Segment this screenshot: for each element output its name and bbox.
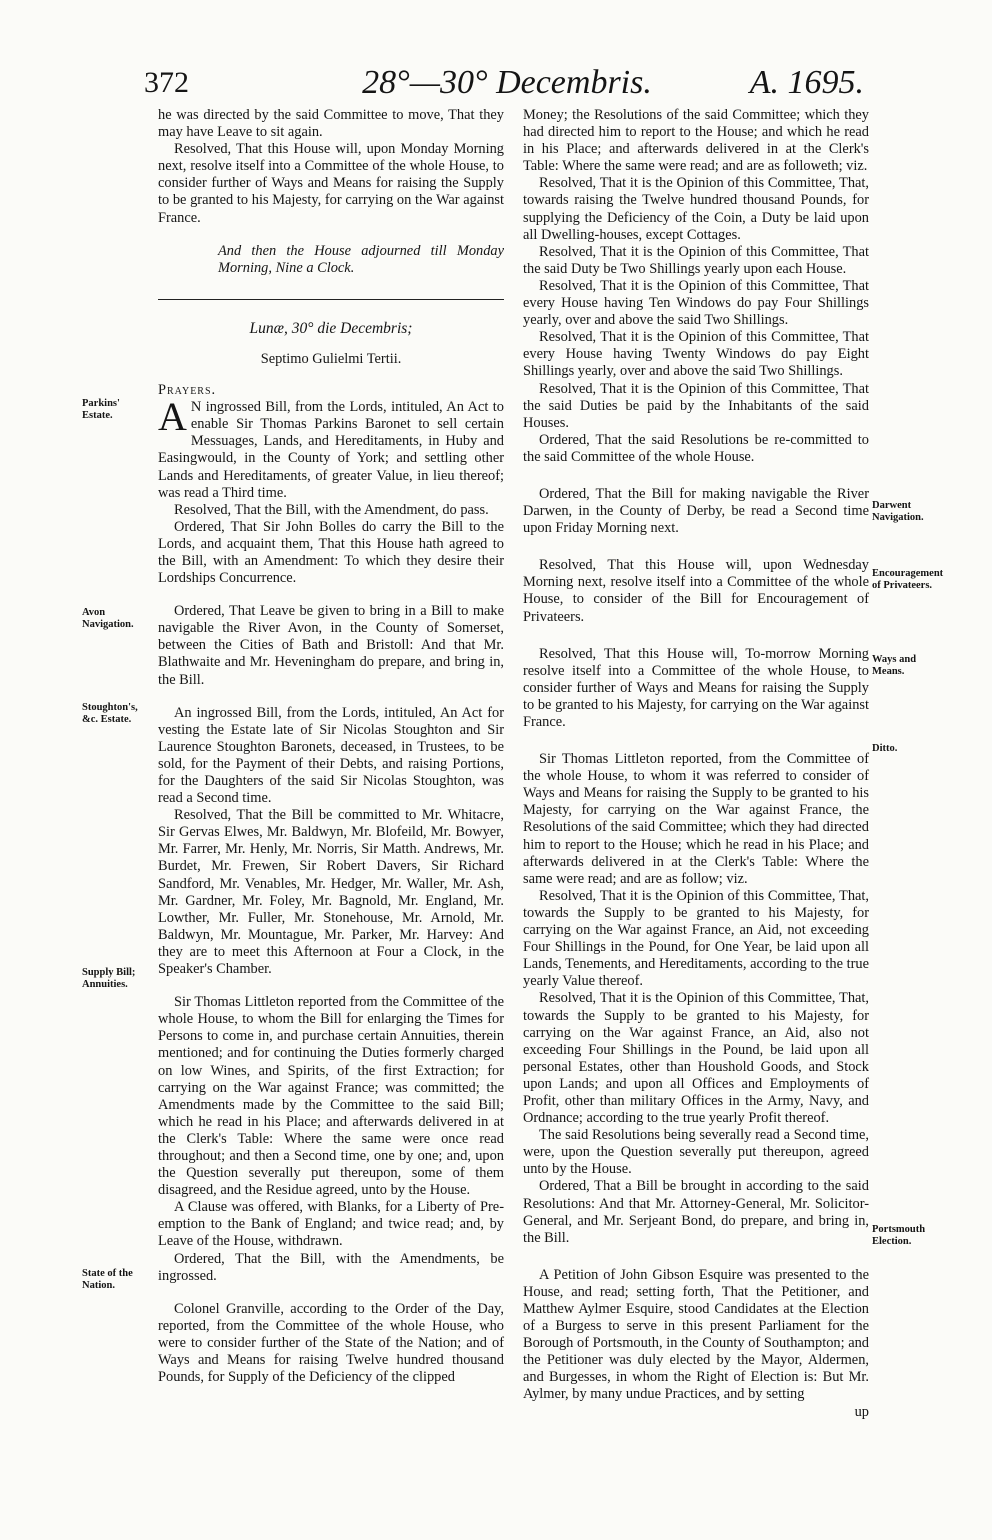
paragraph: Ordered, That Leave be given to bring in a Bill to make navigable the River Avon, in the County of Somerset, between the Cities of Bath and Bristoll: And that Mr. Blathwaite and Mr. Heveningham do prepare, and bring in, the Bill. — [158, 603, 504, 688]
paragraph: Resolved, That it is the Opinion of this Committee, That every House having Ten Windows do pay Four Shillings yearly, over and above the said Two Shillings. — [523, 277, 869, 329]
paragraph: Resolved, That it is the Opinion of this Committee, That every House having Twenty Windows do pay Eight Shillings yearly, over and above the said Two Shillings. — [523, 329, 869, 380]
paragraph: An ingrossed Bill, from the Lords, intituled, An Act for vesting the Estate late of Sir Nicolas Stoughton and Sir Laurence Stoughton Baronets, deceased, in Trustees, to be sold, for the Payment of their Debts, and raising Portions, for the Daughters of the said Sir Nicolas Stoughton, was read a Second time. — [158, 704, 504, 807]
section-divider — [158, 299, 504, 300]
paragraph: A Petition of John Gibson Esquire was presented to the House, and read; setting forth, That the Petitioner, and Matthew Aylmer Esquire, stood Candidates at the Election of a Burgess to serve in this present Parliament for the Borough of Portsmouth, in the County of Southampton; and the Petitioner was duly elected by the Mayor, Aldermen, and Burgesses, in whom the Right of Election is: But Mr. Aylmer, by many undue Practices, and by setting — [523, 1266, 869, 1403]
margin-note: Encouragement of Privateers. — [872, 568, 944, 591]
right-column — [523, 107, 869, 1421]
margin-note: State of the Nation. — [82, 1268, 133, 1291]
margin-note: Supply Bill; Annuities. — [82, 967, 136, 990]
paragraph: Ordered, That the said Resolutions be re-committed to the said Committee of the whole House. — [523, 431, 869, 465]
margin-note: Parkins' Estate. — [82, 398, 120, 421]
margin-note: Ways and Means. — [872, 654, 917, 677]
running-year: A. 1695. — [749, 64, 864, 101]
page-header — [144, 64, 864, 106]
left-column — [158, 107, 504, 1386]
catchword: up — [854, 1403, 869, 1420]
paragraph: Resolved, That this House will, upon Monday Morning next, resolve itself into a Committee of the whole House, to consider further of Ways and Means for raising the Supply to be granted to his Majesty, for carrying on the War against France. — [158, 141, 504, 226]
paragraph: Colonel Granville, according to the Order of the Day, reported, from the Committee of the whole House, who were to consider further of the State of the Nation; and of Ways and Means for raising Twelve hundred thousand Pounds, for Supply of the Deficiency of the clipped — [158, 1300, 504, 1386]
paragraph: Resolved, That it is the Opinion of this Committee, That, towards the Supply to be granted to his Majesty, for carrying on the War against France, an Aid, also not exceeding Four Shillings in the Pound, be laid upon all personal Estates, other than Houshold Goods, and Stock upon Lands; and upon all Offices and Employments of Profit, other than military Offices in the Army, Navy, and Ordnance; according to the true yearly Profit thereof. — [523, 990, 869, 1127]
adjournment-note: And then the House adjourned till Monday Morning, Nine a Clock. — [218, 242, 504, 276]
paragraph: A N ingrossed Bill, from the Lords, intituled, An Act to enable Sir Thomas Parkins Baronet to sell certain Messuages, Lands, and Hereditaments, in Huby and Easingwould, in the County of York; and settling other Lands and Hereditaments, of greater Value, in lieu thereof; was read a Third time. — [158, 394, 504, 501]
paragraph: The said Resolutions being severally read a Second time, were, upon the Question severally put thereupon, agreed unto by the House. — [523, 1127, 869, 1178]
paragraph: Ordered, That a Bill be brought in according to the said Resolutions: And that Mr. Attorney-General, Mr. Solicitor-General, and Mr. Serjeant Bond, do prepare, and bring in, the Bill. — [523, 1178, 869, 1246]
paragraph: Resolved, That it is the Opinion of this Committee, That the said Duties be paid by the Inhabitants of the said Houses. — [523, 380, 869, 431]
drop-cap: A — [158, 394, 187, 440]
paragraph: Ordered, That Sir John Bolles do carry the Bill to the Lords, and acquaint them, That this House hath agreed to the Bill, with an Amendment: To which they desire their Lordships Concurrence. — [158, 518, 504, 587]
paragraph: Resolved, That this House will, To-morrow Morning resolve itself into a Committee of the whole House, to consider further of Ways and Means for raising the Supply to be granted to his Majesty, for carrying on the War against France. — [523, 645, 869, 730]
margin-note: Ditto. — [872, 743, 898, 754]
paragraph: Money; the Resolutions of the said Committee; which they had directed him to report to the House; and which he read in his Place; and afterwards delivered in at the Clerk's Table: Where the same were read; and are as followeth; viz. — [523, 107, 869, 175]
margin-note: Stoughton's, &c. Estate. — [82, 702, 138, 725]
running-title: 28°—30° Decembris. — [362, 64, 652, 101]
paragraph: Resolved, That the Bill be committed to Mr. Whitacre, Sir Gervas Elwes, Mr. Baldwyn, Mr. Blofeild, Mr. Bowyer, Mr. Farrer, Mr. Henly, Mr. Norris, Sir Matth. Andrews, Mr. Burdet, Mr. Frewen, Sir Robert Davers, Sir Richard Sandford, Mr. Venables, Mr. Hedger, Mr. Waller, Mr. Ash, Mr. Gardner, Mr. Foley, Mr. Bagnold, Mr. England, Mr. Lowther, Mr. Fuller, Mr. Stonehouse, Mr. Arnold, Mr. Baldwyn, Mr. Mountague, Mr. Parker, Mr. Harvey: And they are to meet this Afternoon at Four a Clock, in the Speaker's Chamber. — [158, 807, 504, 978]
page-number: 372 — [144, 66, 189, 99]
date-heading: Lunæ, 30° die Decembris; — [249, 319, 413, 337]
paragraph: Sir Thomas Littleton reported, from the Committee of the whole House, to whom it was referred to consider of Ways and Means for raising the Supply to be granted to his Majesty, for carrying on the War against France, the Resolutions of the said Committee; which they had directed him to report to the House; which he read in his Place; and afterwards delivered in at the Clerk's Table: Where the same were read; and are as follow; viz. — [523, 751, 869, 887]
paragraph: Resolved, That it is the Opinion of this Committee, That, towards the Supply to be granted to his Majesty, for carrying on the War against France, an Aid, not exceeding Four Shillings in the Pound, for One Year, be laid upon all Lands, Tenements, and Hereditaments, according to the true yearly Value thereof. — [523, 887, 869, 990]
paragraph: Resolved, That this House will, upon Wednesday Morning next, resolve itself into a Committee of the whole House, to consider of the Bill for Encouragement of Privateers. — [523, 557, 869, 625]
paragraph: Ordered, That the Bill for making navigable the River Darwen, in the County of Derby, be read a Second time upon Friday Morning next. — [523, 485, 869, 537]
prayers-heading: Prayers. — [158, 382, 217, 399]
paragraph: Sir Thomas Littleton reported from the Committee of the whole House, to whom the Bill for enlarging the Times for Persons to come in, and purchase certain Annuities, therein mentioned; and for continuing the Duties formerly charged on low Wines, and Spirits, of the first Extraction; for carrying on the War against France; was committed; the Amendments made by the Committee to the said Bill; which he read in his Place; and afterwards delivered in at the Clerk's Table: Where the same were once read throughout; and then a Second time, one by one; and, upon the Question severally put thereupon, some of them disagreed, and the Residue agreed, unto by the House. — [158, 994, 504, 1199]
paragraph: Resolved, That it is the Opinion of this Committee, That the said Duty be Two Shillings yearly upon each House. — [523, 243, 869, 277]
margin-note: Darwent Navigation. — [872, 500, 924, 523]
paragraph: A Clause was offered, with Blanks, for a Liberty of Pre-emption to the Bank of England; and twice read; and, by Leave of the House, withdrawn. — [158, 1199, 504, 1250]
regnal-year: Septimo Gulielmi Tertii. — [260, 350, 402, 367]
margin-note: Avon Navigation. — [82, 607, 134, 630]
paragraph: Ordered, That the Bill, with the Amendments, be ingrossed. — [158, 1250, 504, 1284]
paragraph: Resolved, That the Bill, with the Amendment, do pass. — [174, 501, 489, 518]
paragraph: Resolved, That it is the Opinion of this Committee, That, towards raising the Twelve hundred thousand Pounds, for supplying the Deficiency of the Coin, a Duty be laid upon all Dwelling-houses, except Cottages. — [523, 175, 869, 243]
margin-note: Portsmouth Election. — [872, 1224, 926, 1247]
paragraph: he was directed by the said Committee to move, That they may have Leave to sit again. — [158, 107, 504, 141]
